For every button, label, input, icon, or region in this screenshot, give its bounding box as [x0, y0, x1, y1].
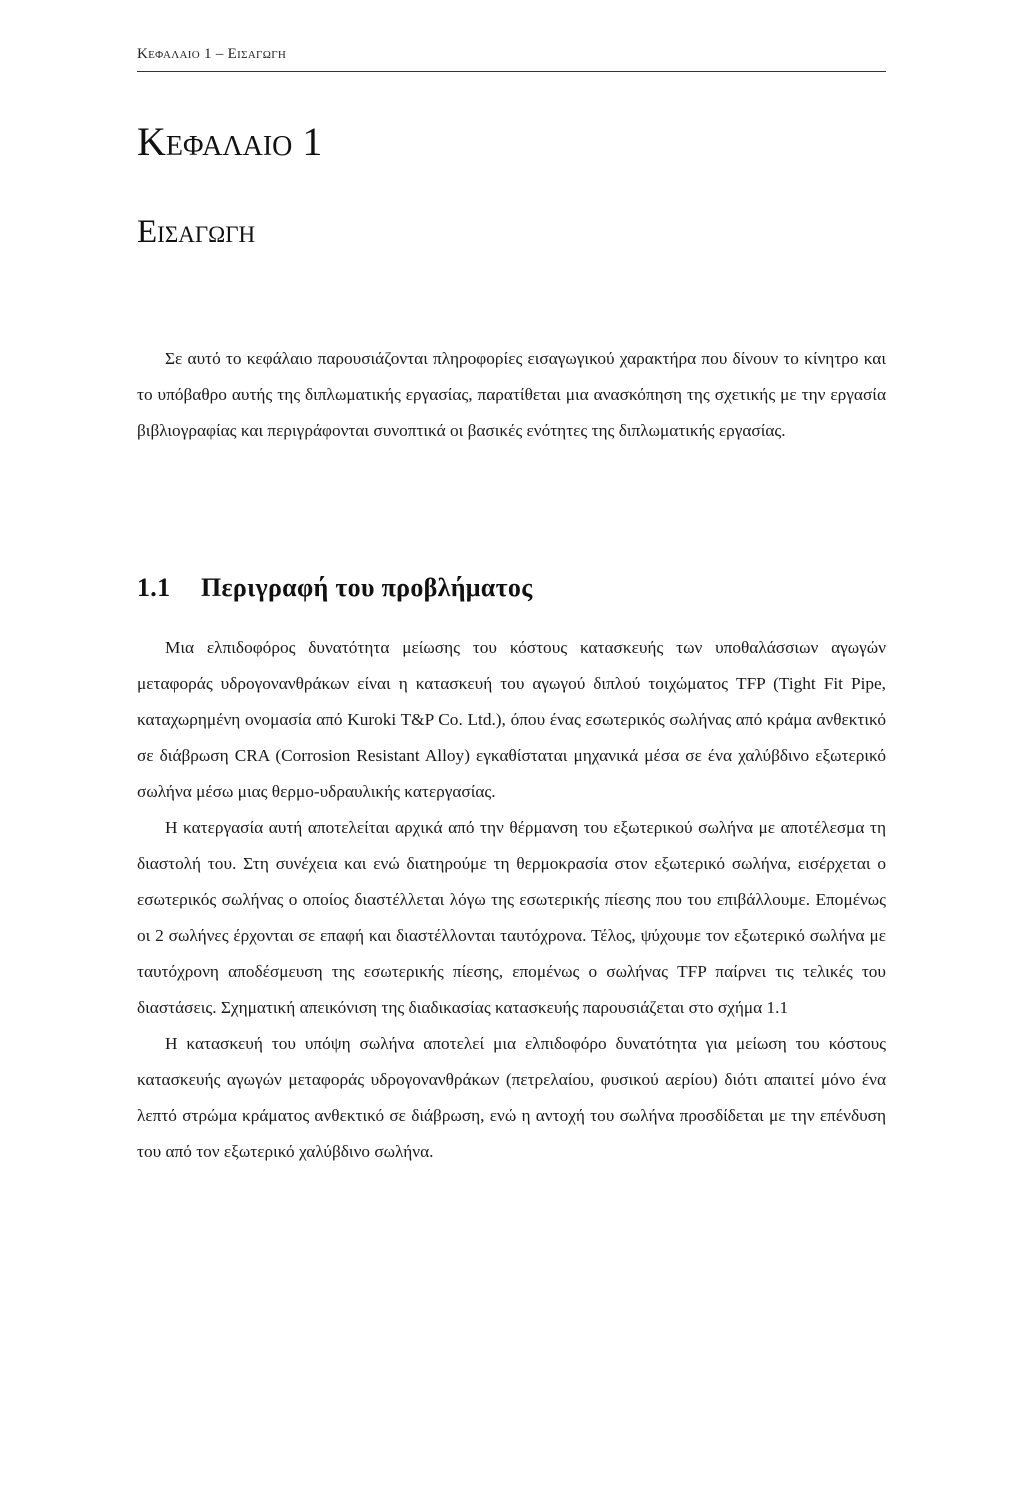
section-paragraph-1: Μια ελπιδοφόρος δυνατότητα μείωσης του κόστους κατασκευής των υποθαλάσσιων αγωγών μεταφοράς υδρογονανθράκων είναι η κατασκευή του αγωγού διπλού τοιχώματος TFP (Tight Fit Pipe, καταχωρημένη ονομασία από Kuroki T&P Co. Ltd.), όπου ένας εσωτερικός σωλήνας από κράμα ανθεκτικό σε διάβρωση CRA (Corrosion Resistant Alloy) εγκαθίσταται μηχανικά μέσα σε ένα χαλύβδινο εξωτερικό σωλήνα μέσω μιας θερμο-υδραυλικής κατεργασίας.	[137, 638, 886, 801]
intro-paragraph: Σε αυτό το κεφάλαιο παρουσιάζονται πληροφορίες εισαγωγικού χαρακτήρα που δίνουν το κίνητρο και το υπόβαθρο αυτής της διπλωματικής εργασίας, παρατίθεται μια ανασκόπηση της σχετικής με την εργασία βιβλιογραφίας και περιγράφονται συνοπτικά οι βασικές ενότητες της διπλωματικής εργασίας.	[137, 349, 886, 440]
section-paragraph-3: Η κατασκευή του υπόψη σωλήνα αποτελεί μια ελπιδοφόρο δυνατότητα για μείωση του κόστους κατασκευής αγωγών μεταφοράς υδρογονανθράκων (πετρελαίου, φυσικού αερίου) διότι απαιτεί μόνο ένα λεπτό στρώμα κράματος ανθεκτικό σε διάβρωση, ενώ η αντοχή του σωλήνα προσδίδεται με την επένδυση του από τον εξωτερικό χαλύβδινο σωλήνα.	[137, 1034, 886, 1161]
section-title: Περιγραφή του προβλήματος	[201, 573, 533, 602]
running-header: Κεφαλαιο 1 – Εισαγωγη	[137, 46, 287, 62]
intro-block	[137, 341, 886, 449]
section-paragraph-2: Η κατεργασία αυτή αποτελείται αρχικά από την θέρμανση του εξωτερικού σωλήνα με αποτέλεσμα τη διαστολή του. Στη συνέχεια και ενώ διατηρούμε τη θερμοκρασία στον εξωτερικό σωλήνα, εισέρχεται ο εσωτερικός σωλήνας ο οποίος διαστέλλεται λόγω της εσωτερικής πίεσης που του επιβάλλουμε. Επομένως οι 2 σωλήνες έρχονται σε επαφή και διαστέλλονται ταυτόχρονα. Τέλος, ψύχουμε τον εξωτερικό σωλήνα με ταυτόχρονη αποδέσμευση της εσωτερικής πίεσης, επομένως ο σωλήνας TFP παίρνει τις τελικές του διαστάσεις. Σχηματική απεικόνιση της διαδικασίας κατασκευής παρουσιάζεται στο σχήμα 1.1	[137, 818, 886, 1017]
section-heading	[137, 572, 532, 603]
chapter-title: Κεφαλαιο 1	[137, 119, 323, 164]
section-body	[137, 630, 886, 1170]
chapter-subtitle: Εισαγωγη	[137, 214, 256, 250]
section-number: 1.1	[137, 573, 171, 602]
header-rule	[137, 71, 886, 72]
